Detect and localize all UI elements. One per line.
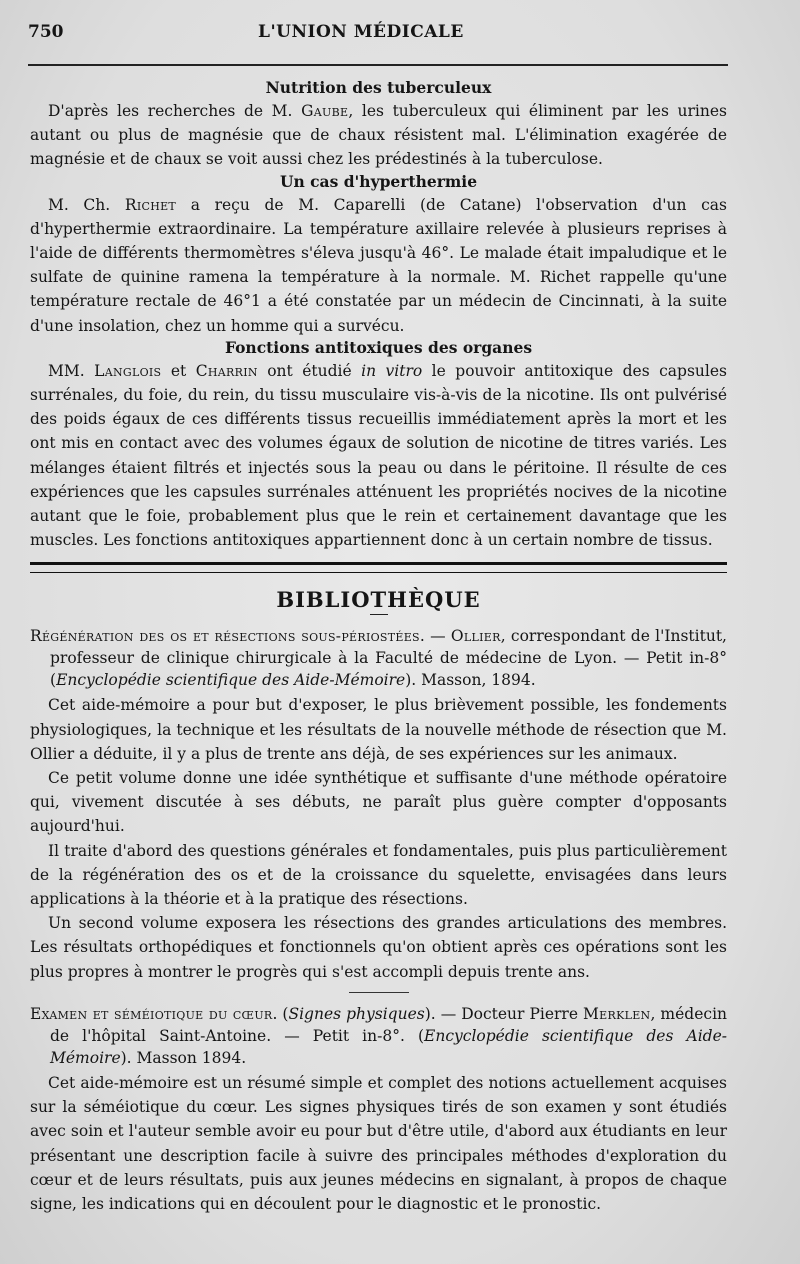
section-antitoxiques: [30, 338, 727, 553]
author-name: Merklen: [583, 1004, 651, 1023]
author-name: Richet: [124, 195, 177, 214]
section-title: Fonctions antitoxiques des organes: [224, 337, 533, 357]
section-paragraph: M. Ch. Richet a reçu de M. Caparelli (de Catane) l'observation d'un cas d'hyperthermie extraordinaire. La température axillaire relevée à plusieurs reprises à l'aide de différents thermomètres s'éleva jusqu'à 46°. Le malade était impaludique et le sulfate de quinine ramena la température à la normale. M. Richet rappelle qu'une température rectale de 46°1 a été constatée par un médecin de Cincinnati, à la suite d'une insolation, chez un homme qui a survécu.: [30, 195, 727, 335]
section-divider: [30, 562, 727, 573]
review-paragraph: Ce petit volume donne une idée synthétique et suffisante d'une méthode opératoire qui, vivement discutée à ses débuts, ne paraît plus guère compter d'opposants aujourd'hui.: [30, 769, 727, 836]
book-review-2: [30, 1003, 727, 1216]
section-nutrition: [30, 78, 727, 172]
review-paragraph: Un second volume exposera les résections des grandes articulations des membres. Les résultats orthopédiques et fonctionnels qu'on obtient après ces opérations sont les plus propres à montrer le progrès qui s'est accompli depuis trente ans.: [30, 914, 727, 981]
page-content: [30, 78, 727, 1216]
running-title: L'UNION MÉDICALE: [258, 22, 464, 42]
section-paragraph: MM. Langlois et Charrin ont étudié in vitro le pouvoir antitoxique des capsules surrénales, du foie, du rein, du tissu musculaire vis-à-vis de la nicotine. Ils ont pulvérisé des poids égaux de ces différents tissus recueillis immédiatement après la mort et les ont mis en contact avec des volumes égaux de solution de nicotine de titres variés. Les mélanges étaient filtrés et injectés sous la peau ou dans le péritoine. Il résulte de ces expériences que les capsules surrénales atténuent les propriétés nocives de la nicotine autant que le foie, probablement plus que le rein et certainement davantage que les muscles. Les fonctions antitoxiques appartiennent donc à un certain nombre de tissus.: [30, 361, 727, 550]
book-reference: Régénération des os et résections sous-périostées. — Ollier, correspondant de l'Institut, professeur de clinique chirurgicale à la Faculté de médecine de Lyon. — Petit in-8° (Encyclopédie scientifique des Aide-Mémoire). Masson, 1894.: [30, 627, 727, 690]
author-name: Gaube: [301, 102, 349, 120]
book-subtitle: Signes physiques: [288, 1004, 425, 1023]
author-name: Ollier: [450, 627, 501, 646]
author-name: Langlois: [94, 361, 162, 380]
page-number: 750: [28, 22, 64, 42]
review-paragraph: Cet aide-mémoire a pour but d'exposer, le plus brièvement possible, les fondements physiologiques, la technique et les résultats de la nouvelle méthode de résection que M. Ollier a déduite, il y a plus de trente ans déjà, de ses expériences sur les animaux.: [30, 696, 727, 763]
section-title: Nutrition des tuberculeux: [265, 78, 492, 97]
section-paragraph: D'après les recherches de M. Gaube, les tuberculeux qui éliminent par les urines autant ou plus de magnésie que de chaux résistent mal. L'élimination exagérée de magnésie et de chaux se voit aussi chez les prédestinés à la tuberculose.: [30, 102, 727, 169]
section-hyperthermie: [30, 172, 727, 338]
book-title: Régénération des os et résections sous-périostées: [30, 627, 420, 646]
book-title: Examen et séméiotique du cœur: [30, 1004, 273, 1023]
entry-divider: [349, 992, 409, 993]
review-paragraph: Il traite d'abord des questions générales et fondamentales, puis plus particulièrement de la régénération des os et de la croissance du squelette, envisagées dans leurs applications à la théorie et à la pratique des résections.: [30, 841, 727, 909]
review-paragraph: Cet aide-mémoire est un résumé simple et complet des notions actuellement acquises sur la séméiotique du cœur. Les signes physiques tirés de son examen y sont étudiés avec soin et l'auteur semble avoir eu pour but d'être utile, d'abord aux étudiants en leur présentant une description facile à suivre des principales méthodes d'exploration du cœur et de leurs résultats, puis aux jeunes médecins en signalant, à propos de chaque signe, les indications qui en découlent pour le diagnostic et le pronostic.: [30, 1073, 727, 1213]
italic-term: in vitro: [361, 361, 423, 380]
book-review-1: [30, 625, 727, 983]
header-rule: [28, 64, 728, 66]
page-header: [28, 22, 730, 52]
series-name: Encyclopédie scientifique des Aide-Mémoire: [56, 671, 406, 690]
title-rule: [370, 614, 388, 615]
bibliotheque-title: BIBLIOTHÈQUE: [276, 587, 481, 613]
section-title: Un cas d'hyperthermie: [279, 171, 478, 191]
book-reference: Examen et séméiotique du cœur. (Signes physiques). — Docteur Pierre Merklen, médecin de l'hôpital Saint-Antoine. — Petit in-8°. (Encyclopédie scientifique des Aide-Mémoire). Masson 1894.: [30, 1004, 728, 1067]
author-name: Charrin: [195, 361, 258, 380]
series-name: Encyclopédie scientifique des Aide-Mémoire: [50, 1026, 728, 1067]
